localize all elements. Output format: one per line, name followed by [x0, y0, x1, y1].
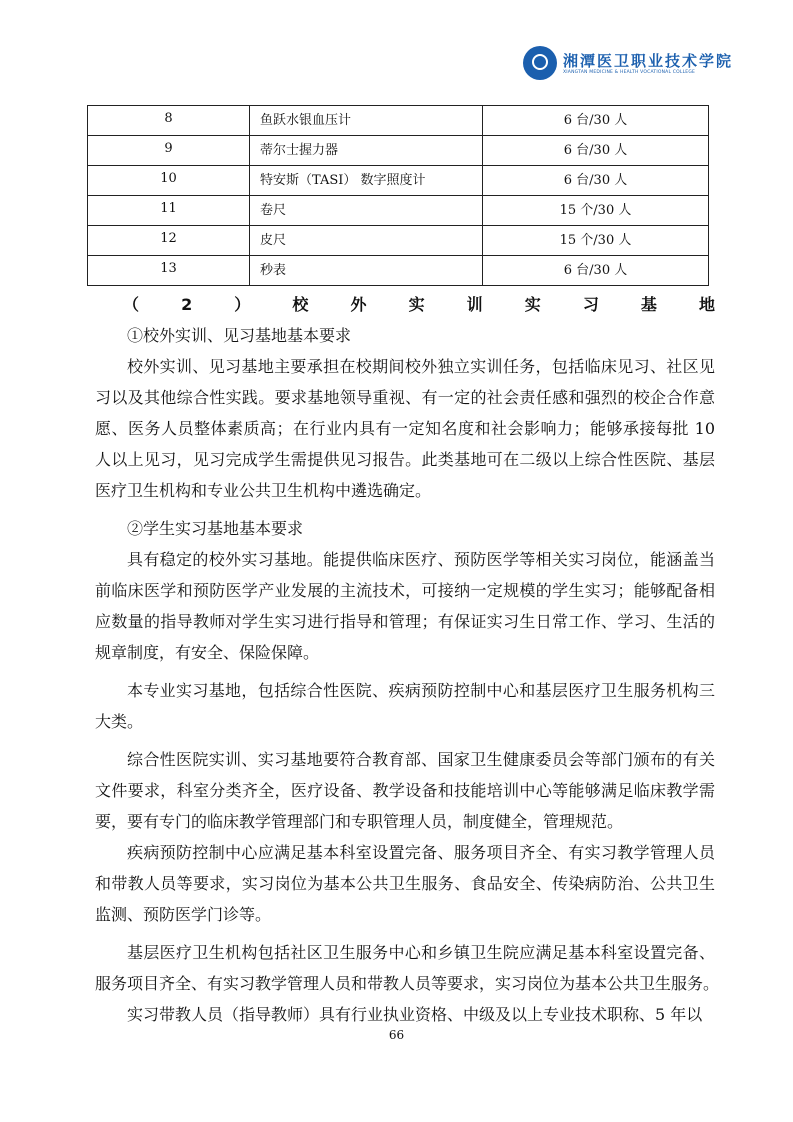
paragraph-line: 医疗卫生机构和专业公共卫生机构中遴选确定。	[95, 481, 432, 500]
paragraph-line: 监测、预防医学门诊等。	[95, 905, 272, 924]
row-number: 9	[88, 136, 250, 166]
equipment-name: 卷尺	[250, 196, 483, 226]
paragraph-line: 习以及其他综合性实践。要求基地领导重视、有一定的社会责任感和强烈的校企合作意	[95, 388, 715, 407]
paragraph	[95, 675, 715, 737]
document-body	[95, 289, 720, 1030]
paragraph	[95, 744, 715, 837]
equipment-quantity: 15 个/30 人	[483, 196, 709, 226]
paragraph-line: 文件要求，科室分类齐全，医疗设备、教学设备和技能培训中心等能够满足临床教学需	[95, 781, 715, 800]
paragraph-line: 综合性医院实训、实习基地要符合教育部、国家卫生健康委员会等部门颁布的有关	[127, 750, 715, 769]
page-number: 66	[388, 1028, 405, 1042]
row-number: 10	[88, 166, 250, 196]
paragraph	[95, 544, 715, 668]
equipment-name: 鱼跃水银血压计	[250, 106, 483, 136]
subheading-1: ①校外实训、见习基地基本要求	[127, 326, 352, 345]
paragraph-line: 服务项目齐全、有实习教学管理人员和带教人员等要求，实习岗位为基本公共卫生服务。	[95, 974, 720, 993]
equipment-quantity: 6 台/30 人	[483, 106, 709, 136]
equipment-name: 特安斯（TASI） 数字照度计	[250, 166, 483, 196]
row-number: 8	[88, 106, 250, 136]
paragraph-line: 人以上见习，见习完成学生需提供见习报告。此类基地可在二级以上综合性医院、基层	[95, 450, 715, 469]
paragraph-line: 规章制度，有安全、保险保障。	[95, 643, 320, 662]
paragraph-line: 疾病预防控制中心应满足基本科室设置完备、服务项目齐全、有实习教学管理人员	[127, 843, 715, 862]
section-heading: （2）校外实训实习基地	[123, 295, 715, 314]
equipment-quantity: 15 个/30 人	[483, 226, 709, 256]
table-row	[88, 226, 709, 256]
paragraph-line: 和带教人员等要求，实习岗位为基本公共卫生服务、食品安全、传染病防治、公共卫生	[95, 874, 715, 893]
paragraph	[95, 351, 715, 506]
paragraph	[95, 837, 715, 930]
paragraph-line: 具有稳定的校外实习基地。能提供临床医疗、预防医学等相关实习岗位，能涵盖当	[127, 550, 715, 569]
subheading-2: ②学生实习基地基本要求	[127, 519, 304, 538]
college-seal-icon	[523, 46, 557, 80]
equipment-table	[87, 105, 709, 286]
paragraph-line: 愿、医务人员整体素质高；在行业内具有一定知名度和社会影响力；能够承接每批 10	[95, 419, 715, 438]
paragraph-line: 要，要有专门的临床教学管理部门和专职管理人员，制度健全，管理规范。	[95, 812, 624, 831]
equipment-name: 皮尺	[250, 226, 483, 256]
logo-chinese-name: 湘潭医卫职业技术学院	[563, 51, 734, 70]
equipment-quantity: 6 台/30 人	[483, 166, 709, 196]
college-logo	[523, 46, 733, 80]
equipment-quantity: 6 台/30 人	[483, 136, 709, 166]
paragraph-line: 校外实训、见习基地主要承担在校期间校外独立实训任务，包括临床见习、社区见	[127, 357, 715, 376]
row-number: 12	[88, 226, 250, 256]
paragraph-line: 实习带教人员（指导教师）具有行业执业资格、中级及以上专业技术职称、5 年以	[127, 1005, 703, 1024]
row-number: 11	[88, 196, 250, 226]
table-row	[88, 256, 709, 286]
paragraph-line: 应数量的指导教师对学生实习进行指导和管理；有保证实习生日常工作、学习、生活的	[95, 612, 715, 631]
equipment-quantity: 6 台/30 人	[483, 256, 709, 286]
paragraph-line: 基层医疗卫生机构包括社区卫生服务中心和乡镇卫生院应满足基本科室设置完备、	[127, 943, 715, 962]
paragraph-line: 本专业实习基地，包括综合性医院、疾病预防控制中心和基层医疗卫生服务机构三	[127, 681, 715, 700]
paragraph	[95, 937, 720, 999]
paragraph-line: 大类。	[95, 712, 144, 731]
equipment-name: 秒表	[250, 256, 483, 286]
logo-english-name: XIANGTAN MEDICINE & HEALTH VOCATIONAL COLLEGE	[563, 69, 696, 75]
table-row	[88, 166, 709, 196]
table-row	[88, 106, 709, 136]
paragraph-line: 前临床医学和预防医学产业发展的主流技术，可接纳一定规模的学生实习；能够配备相	[95, 581, 715, 600]
table-row	[88, 136, 709, 166]
row-number: 13	[88, 256, 250, 286]
paragraph	[95, 999, 715, 1030]
equipment-name: 蒂尔士握力器	[250, 136, 483, 166]
table-row	[88, 196, 709, 226]
